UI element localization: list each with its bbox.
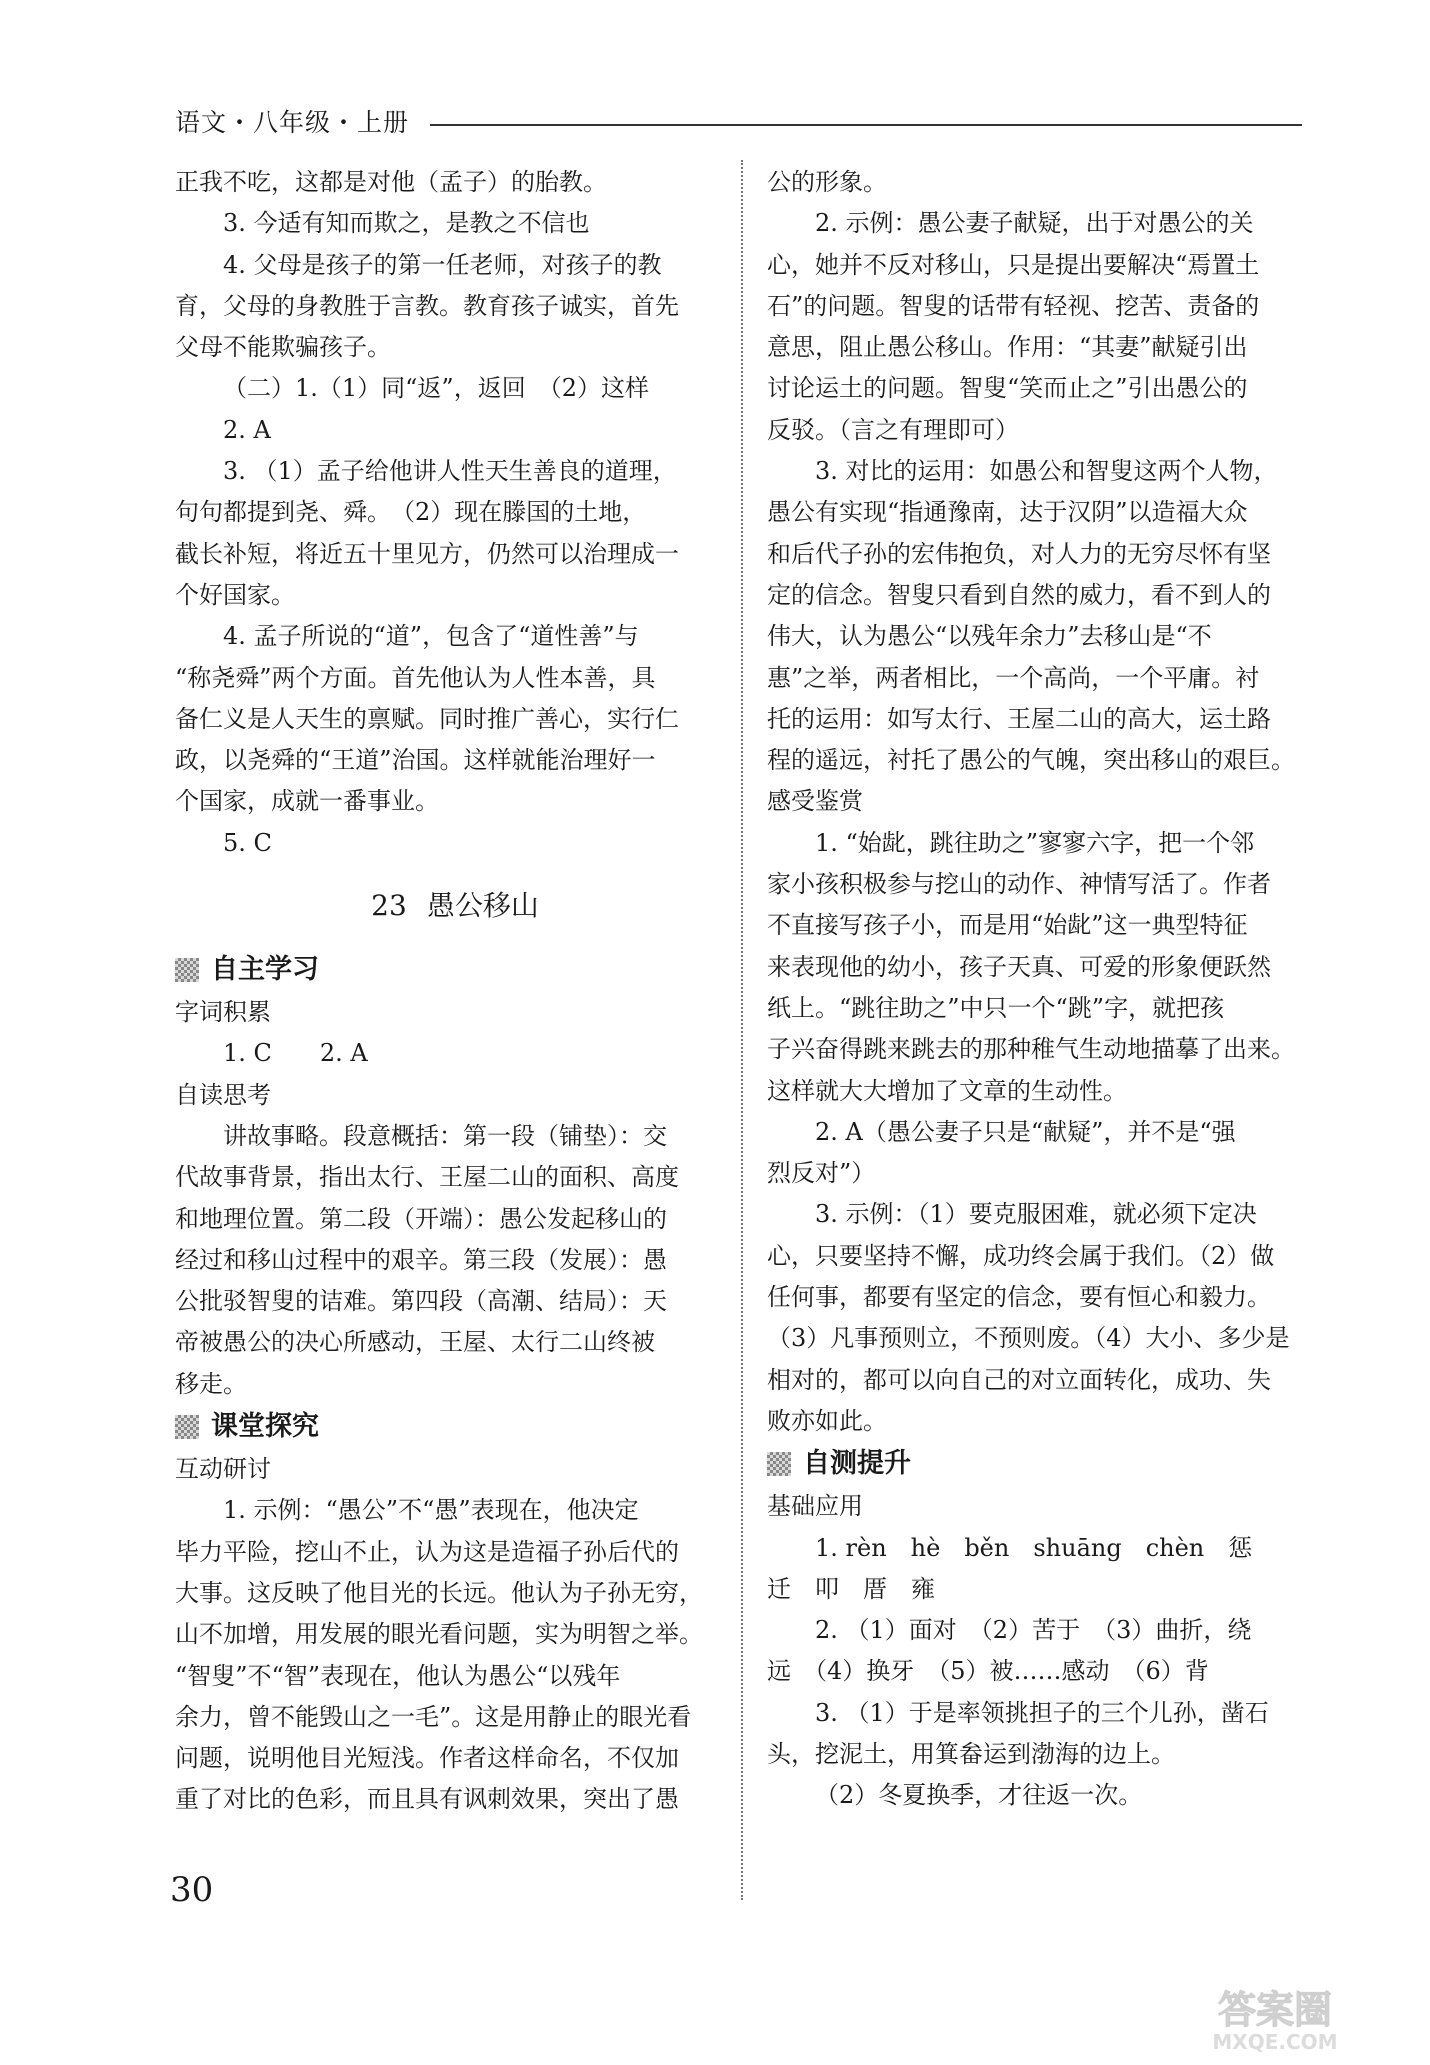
paragraph-line: 讲故事略。段意概括：第一段（铺垫）：交	[223, 1121, 667, 1150]
paragraph-line: 经过和移山过程中的艰辛。第三段（发展）：愚	[175, 1245, 667, 1274]
paragraph-line: 3. 示例：（1）要克服困难，就必须下定决	[815, 1200, 1257, 1229]
lesson-number: 23	[371, 889, 407, 923]
subheading: 字词积累	[175, 998, 271, 1027]
lesson-title	[175, 864, 715, 948]
section-marker-icon	[767, 1452, 791, 1476]
paragraph-line: 反驳。（言之有理即可）	[767, 415, 1019, 444]
paragraph-line: 1. rèn hè běn shuāng chèn 惩	[815, 1533, 1253, 1562]
paragraph-line: 家小孩积极参与挖山的动作、神情写活了。作者	[767, 870, 1271, 899]
paragraph-line: 2. A（愚公妻子只是“献疑”，并不是“强	[815, 1117, 1236, 1146]
paragraph-line: 3. 今适有知而欺之，是教之不信也	[223, 209, 590, 238]
paragraph-line: 1. “始龀，跳往助之”寥寥六字，把一个邻	[815, 828, 1255, 857]
paragraph-line: 来表现他的幼小，孩子天真、可爱的形象便跃然	[767, 952, 1271, 981]
paragraph-line: 山不加增，用发展的眼光看问题，实为明智之举。	[175, 1620, 703, 1649]
paragraph-line: 石”的问题。智叟的话带有轻视、挖苦、责备的	[767, 291, 1260, 320]
paragraph-line: 备仁义是人天生的禀赋。同时推广善心，实行仁	[175, 704, 679, 733]
lesson-name: 愚公移山	[426, 889, 539, 923]
paragraph-line: 截长补短，将近五十里见方，仍然可以治理成一	[175, 539, 679, 568]
paragraph-line: 定的信念。智叟只看到自然的威力，看不到人的	[767, 580, 1271, 609]
paragraph-line: 1. C 2. A	[223, 1039, 368, 1068]
paragraph-line: 个好国家。	[175, 580, 295, 609]
paragraph-line: “称尧舜”两个方面。首先他认为人性本善，具	[175, 663, 656, 692]
paragraph-line: 公批驳智叟的诘难。第四段（高潮、结局）：天	[175, 1287, 667, 1316]
paragraph-line: “智叟”不“智”表现在，他认为愚公“以残年	[175, 1661, 621, 1690]
paragraph-line: 败亦如此。	[767, 1406, 887, 1435]
paragraph-line: 3. 对比的运用：如愚公和智叟这两个人物，	[815, 457, 1278, 486]
paragraph-line: 伟大，认为愚公“以残年余力”去移山是“不	[767, 622, 1212, 651]
paragraph-line: 程的遥远，衬托了愚公的气魄，突出移山的艰巨。	[767, 746, 1295, 775]
paragraph-line: 心，她并不反对移山，只是提出要解决“焉置土	[767, 250, 1260, 279]
paragraph-line: 2. A	[223, 415, 271, 444]
paragraph-line: 和后代子孙的宏伟抱负，对人力的无穷尽怀有坚	[767, 539, 1271, 568]
header-rule	[430, 124, 1302, 126]
paragraph-line: 毕力平险，挖山不止，认为这是造福子孙后代的	[175, 1537, 679, 1566]
paragraph-line: 育，父母的身教胜于言教。教育孩子诚实，首先	[175, 291, 679, 320]
subheading: 互动研讨	[175, 1455, 271, 1484]
paragraph-line: 政，以尧舜的“王道”治国。这样就能治理好一	[175, 746, 656, 775]
paragraph-line: 和地理位置。第二段（开端）：愚公发起移山的	[175, 1204, 667, 1233]
paragraph-line: 父母不能欺骗孩子。	[175, 333, 391, 362]
subheading: 基础应用	[767, 1492, 863, 1521]
paragraph-line: 迁 叩 厝 雍	[767, 1574, 935, 1603]
paragraph-line: 愚公有实现“指通豫南，达于汉阴”以造福大众	[767, 498, 1248, 527]
watermark-logo	[1150, 1985, 1400, 2055]
paragraph-line: 个国家，成就一番事业。	[175, 787, 439, 816]
paragraph-line: 2. 示例：愚公妻子献疑，出于对愚公的关	[815, 209, 1254, 238]
left-column	[175, 162, 715, 1821]
section-heading: 课堂探究	[175, 1405, 715, 1449]
paragraph-line: 3. （1）于是率领挑担子的三个儿孙，凿石	[815, 1698, 1269, 1727]
paragraph-line: 4. 父母是孩子的第一任老师，对孩子的教	[223, 250, 662, 279]
page-number: 30	[170, 1870, 214, 1910]
paragraph-line: 句句都提到尧、舜。 （2）现在滕国的土地，	[175, 498, 647, 527]
paragraph-line: 不直接写孩子小，而是用“始龀”这一典型特征	[767, 911, 1248, 940]
paragraph-line: （2）冬夏换季，才往返一次。	[815, 1781, 1143, 1810]
subheading: 自读思考	[175, 1080, 271, 1109]
paragraph-line: 相对的，都可以向自己的对立面转化，成功、失	[767, 1365, 1271, 1394]
paragraph-line: 1. 示例：“愚公”不“愚”表现在，他决定	[223, 1496, 639, 1525]
paragraph-line: 意思，阻止愚公移山。作用：“其妻”献疑引出	[767, 333, 1248, 362]
paragraph-line: 子兴奋得跳来跳去的那种稚气生动地描摹了出来。	[767, 1035, 1295, 1064]
paragraph-line: 公的形象。	[767, 168, 887, 196]
paragraph-line: 烈反对”）	[767, 1159, 876, 1188]
paragraph-line: 4. 孟子所说的“道”，包含了“道性善”与	[223, 622, 639, 651]
paragraph-line: 余力，曾不能毁山之一毛”。这是用静止的眼光看	[175, 1702, 692, 1731]
paragraph-line: 3. （1）孟子给他讲人性天生善良的道理，	[223, 457, 677, 486]
watermark-text: 答案圈	[1217, 1988, 1333, 2032]
paragraph-line: 代故事背景，指出太行、王屋二山的面积、高度	[175, 1163, 679, 1192]
paragraph-line: 正我不吃，这都是对他（孟子）的胎教。	[175, 168, 607, 196]
paragraph-line: 心，只要坚持不懈，成功终会属于我们。（2）做	[767, 1241, 1275, 1270]
section-heading: 自主学习	[175, 948, 715, 992]
paragraph-line: 头，挖泥土，用箕畚运到渤海的边上。	[767, 1739, 1175, 1768]
paragraph-line: 5. C	[223, 828, 272, 857]
paragraph-line: 2. （1）面对 （2）苦于 （3）曲折，绕	[815, 1616, 1252, 1645]
paragraph-line: （二）1.（1）同“返”，返回 （2）这样	[223, 374, 649, 403]
paragraph-line: 任何事，都要有坚定的信念，要有恒心和毅力。	[767, 1283, 1271, 1312]
paragraph-line: 移走。	[175, 1369, 247, 1398]
paragraph-line: 大事。这反映了他目光的长远。他认为子孙无穷，	[175, 1578, 703, 1607]
watermark-url: MXQE.COM	[1212, 2030, 1338, 2054]
column-divider	[741, 160, 743, 1900]
right-column	[767, 162, 1307, 1817]
paragraph-line: 这样就大大增加了文章的生动性。	[767, 1076, 1127, 1105]
paragraph-line: 讨论运土的问题。智叟“笑而止之”引出愚公的	[767, 374, 1248, 403]
paragraph-line: 远 （4）换牙 （5）被……感动 （6）背	[767, 1657, 1209, 1686]
subheading: 感受鉴赏	[767, 787, 863, 816]
section-marker-icon	[175, 958, 199, 982]
paragraph-line: 纸上。“跳往助之”中只一个“跳”字，就把孩	[767, 993, 1225, 1022]
running-header: 语文・八年级・上册	[175, 108, 410, 137]
paragraph-line: 帝被愚公的决心所感动，王屋、太行二山终被	[175, 1328, 655, 1357]
paragraph-line: 问题，说明他目光短浅。作者这样命名，不仅加	[175, 1744, 679, 1773]
paragraph-line: （3）凡事预则立，不预则废。（4）大小、多少是	[767, 1324, 1290, 1353]
paragraph-line: 重了对比的色彩，而且具有讽刺效果，突出了愚	[175, 1785, 679, 1814]
section-marker-icon	[175, 1415, 199, 1439]
paragraph-line: 托的运用：如写太行、王屋二山的高大，运土路	[767, 704, 1271, 733]
section-heading: 自测提升	[767, 1442, 1307, 1486]
paragraph-line: 惠”之举，两者相比，一个高尚，一个平庸。衬	[767, 663, 1260, 692]
